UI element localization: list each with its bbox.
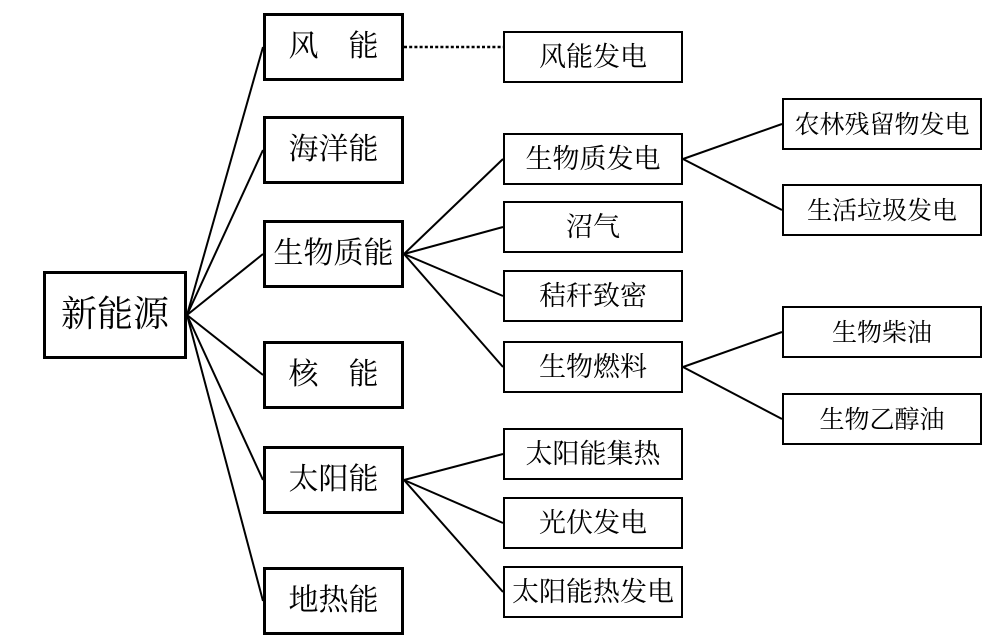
node-straw-densification: 秸秆致密 — [503, 270, 683, 322]
node-solar-energy: 太阳能 — [263, 446, 404, 514]
edge-biofuel--biodiesel — [683, 332, 782, 367]
node-geothermal-energy: 地热能 — [263, 567, 404, 635]
edge-new-energy--wind-energy — [187, 47, 263, 315]
node-new-energy: 新能源 — [43, 271, 187, 359]
node-agroforestry-residue-power: 农林残留物发电 — [782, 98, 982, 150]
edge-new-energy--biomass-energy — [187, 254, 263, 315]
edge-biomass-power--domestic-waste-power — [683, 159, 782, 210]
node-ocean-energy: 海洋能 — [263, 116, 404, 184]
edge-biomass-energy--biofuel — [404, 254, 503, 367]
edge-new-energy--ocean-energy — [187, 150, 263, 315]
node-biogas: 沼气 — [503, 201, 683, 253]
node-domestic-waste-power: 生活垃圾发电 — [782, 184, 982, 236]
node-biomass-power: 生物质发电 — [503, 133, 683, 185]
edge-biomass-energy--straw-densification — [404, 254, 503, 296]
node-biofuel: 生物燃料 — [503, 341, 683, 393]
node-biodiesel: 生物柴油 — [782, 306, 982, 358]
edge-new-energy--nuclear-energy — [187, 315, 263, 375]
node-pv-power: 光伏发电 — [503, 497, 683, 549]
node-biomass-energy: 生物质能 — [263, 220, 404, 288]
node-wind-energy: 风 能 — [263, 13, 404, 81]
edge-new-energy--geothermal-energy — [187, 315, 263, 601]
edge-solar-energy--pv-power — [404, 480, 503, 523]
node-solar-heat-collection: 太阳能集热 — [503, 428, 683, 480]
node-solar-thermal-power: 太阳能热发电 — [503, 566, 683, 618]
node-bioethanol-oil: 生物乙醇油 — [782, 393, 982, 445]
edge-solar-energy--solar-thermal-power — [404, 480, 503, 592]
edge-solar-energy--solar-heat-collection — [404, 454, 503, 480]
edge-biomass-power--agroforestry-residue-power — [683, 124, 782, 159]
edge-biofuel--bioethanol-oil — [683, 367, 782, 419]
node-nuclear-energy: 核 能 — [263, 341, 404, 409]
node-wind-power: 风能发电 — [503, 31, 683, 83]
